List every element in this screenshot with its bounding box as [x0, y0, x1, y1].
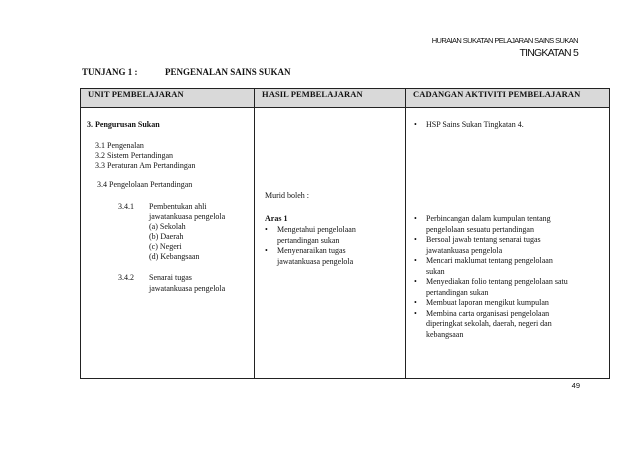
hasil-intro: Murid boleh : [265, 191, 309, 200]
list-item-line: Mengetahui pengelolaan [277, 225, 356, 234]
list-item [412, 120, 524, 131]
list-item-line: Membina carta organisasi pengelolaan [426, 308, 550, 318]
unit-item: 3.4 Pengelolaan Pertandingan [97, 180, 193, 189]
list-item-line: jawatankuasa pengelola [277, 256, 354, 266]
list-item-line: sukan [426, 266, 445, 276]
sub-unit-list-item: (d) Kebangsaan [149, 252, 200, 261]
cadangan-first [412, 120, 524, 131]
list-item-line: pertandingan sukan [426, 287, 489, 297]
sub-unit-text: Senarai tugas [149, 273, 192, 282]
list-item-line: pertandingan sukan [277, 235, 340, 245]
sub-unit-list-item: (a) Sekolah [149, 222, 186, 231]
list-item-line: kebangsaan [426, 329, 464, 339]
list-item-line: Mencari maklumat tentang pengelolaan [426, 256, 553, 265]
hasil-cell [255, 108, 406, 379]
tunjang-title: PENGENALAN SAINS SUKAN [165, 67, 291, 77]
sub-unit-number: 3.4.2 [118, 273, 134, 282]
list-item-line: diperingkat sekolah, daerah, negeri dan [426, 319, 552, 328]
sub-unit-list-item: (b) Daerah [149, 232, 184, 241]
hasil-list [263, 225, 356, 267]
list-item-line: Menyediakan folio tentang pengelolaan satu [426, 277, 568, 286]
unit-cell [81, 108, 255, 379]
cadangan-cell [406, 108, 610, 379]
list-item-line: HSP Sains Sukan Tingkatan 4. [426, 120, 524, 129]
column-header-hasil: HASIL PEMBELAJARAN [255, 89, 406, 108]
cadangan-list [412, 214, 568, 340]
list-item [412, 256, 568, 277]
column-header-cadangan: CADANGAN AKTIVITI PEMBELAJARAN [406, 89, 610, 108]
list-item-line: pengelolaan sesuatu pertandingan [426, 224, 534, 234]
list-item-line: Perbincangan dalam kumpulan tentang [426, 214, 551, 223]
list-item [412, 298, 568, 309]
tunjang-label: TUNJANG 1 : [82, 67, 138, 77]
section-title [82, 67, 291, 77]
document-series-title: HURAIAN SUKATAN PELAJARAN SAINS SUKAN [431, 36, 578, 45]
column-header-unit: UNIT PEMBELAJARAN [81, 89, 255, 108]
list-item [412, 309, 568, 341]
sub-unit-list-item: (c) Negeri [149, 242, 182, 251]
table-row [81, 108, 610, 379]
sub-unit-text: jawatankuasa pengelola [149, 284, 226, 293]
sub-unit-text: jawatankuasa pengelola [149, 212, 226, 221]
sub-unit-text: Pembentukan ahli [149, 202, 207, 211]
list-item [412, 235, 568, 256]
list-item-line: Membuat laporan mengikut kumpulan [426, 298, 549, 307]
list-item [412, 277, 568, 298]
syllabus-table [80, 88, 610, 379]
unit-item: 3.2 Sistem Pertandingan [95, 151, 173, 160]
sub-unit-number: 3.4.1 [118, 202, 134, 211]
list-item [412, 214, 568, 235]
unit-item: 3.1 Pengenalan [95, 141, 144, 150]
table-header-row [81, 89, 610, 108]
document-form-level: TINGKATAN 5 [519, 47, 578, 59]
unit-item: 3.3 Peraturan Am Pertandingan [95, 161, 196, 170]
page-number: 49 [571, 381, 580, 390]
list-item-line: Bersoal jawab tentang senarai tugas [426, 235, 541, 244]
list-item-line: jawatankuasa pengelola [426, 245, 503, 255]
list-item [263, 246, 356, 267]
list-item [263, 225, 356, 246]
list-item-line: Menyenaraikan tugas [277, 246, 346, 255]
hasil-level: Aras 1 [265, 214, 288, 223]
unit-heading: 3. Pengurusan Sukan [87, 120, 160, 129]
